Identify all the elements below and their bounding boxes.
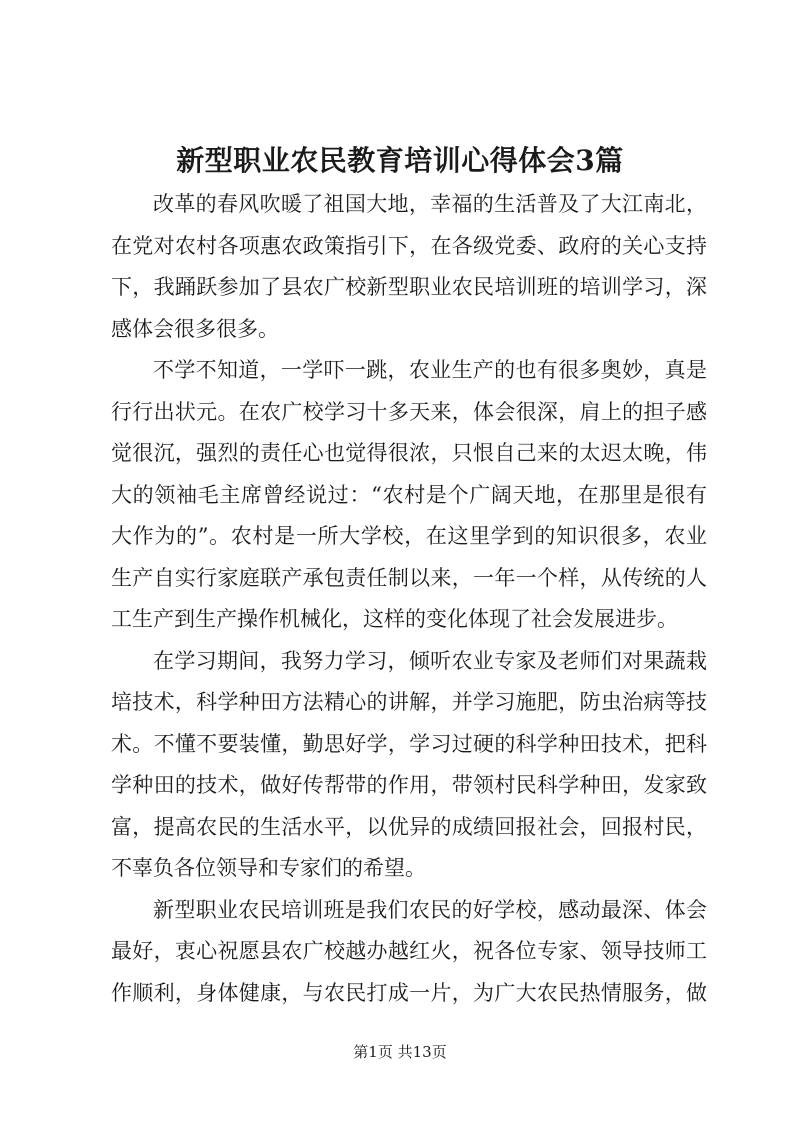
page-footer: 第1页 共13页 xyxy=(353,1043,447,1061)
text-line: 最好，衷心祝愿县农广校越办越红火，祝各位专家、领导技师工 xyxy=(111,939,707,963)
text-line: 感体会很多很多。 xyxy=(111,316,279,341)
text-line: 大作为的”。农村是一所大学校，在这里学到的知识很多，农业 xyxy=(111,524,707,548)
text-line: 不学不知道，一学吓一跳，农业生产的也有很多奥妙，真是 xyxy=(153,358,707,382)
paragraph xyxy=(111,641,707,890)
text-line: 行行出状元。在农广校学习十多天来，体会很深，肩上的担子感 xyxy=(111,399,707,424)
text-line: 生产自实行家庭联产承包责任制以来，一年一个样，从传统的人 xyxy=(111,565,707,590)
document-title: 新型职业农民教育培训心得体会3篇 xyxy=(176,144,624,177)
text-line: 工生产到生产操作机械化，这样的变化体现了社会发展进步。 xyxy=(111,607,678,631)
text-line: 术。不懂不要装懂，勤思好学，学习过硬的科学种田技术，把科 xyxy=(111,731,707,756)
text-line: 富，提高农民的生活水平，以优异的成绩回报社会，回报村民， xyxy=(111,814,707,839)
text-line: 改革的春风吹暖了祖国大地，幸福的生活普及了大江南北， xyxy=(153,192,707,216)
text-line: 下，我踊跃参加了县农广校新型职业农民培训班的培训学习，深 xyxy=(111,275,707,299)
text-line: 学种田的技术，做好传帮带的作用，带领村民科学种田，发家致 xyxy=(111,773,707,797)
text-line: 作顺利，身体健康，与农民打成一片，为广大农民热情服务，做 xyxy=(111,980,707,1005)
text-line: 不辜负各位领导和专家们的希望。 xyxy=(111,856,426,880)
document-body xyxy=(111,184,707,1014)
text-line: 在学习期间，我努力学习，倾听农业专家及老师们对果蔬栽 xyxy=(153,648,707,673)
text-line: 觉很沉，强烈的责任心也觉得很浓，只恨自己来的太迟太晚，伟 xyxy=(111,441,707,465)
text-line: 大的领袖毛主席曾经说过：“农村是个广阔天地，在那里是很有 xyxy=(111,482,707,507)
paragraph xyxy=(111,890,707,1015)
text-line: 培技术，科学种田方法精心的讲解，并学习施肥，防虫治病等技 xyxy=(111,690,707,714)
text-line: 新型职业农民培训班是我们农民的好学校，感动最深、体会 xyxy=(153,897,707,922)
paragraph xyxy=(111,350,707,641)
text-line: 在党对农村各项惠农政策指引下，在各级党委、政府的关心支持 xyxy=(111,233,707,258)
paragraph xyxy=(111,184,707,350)
